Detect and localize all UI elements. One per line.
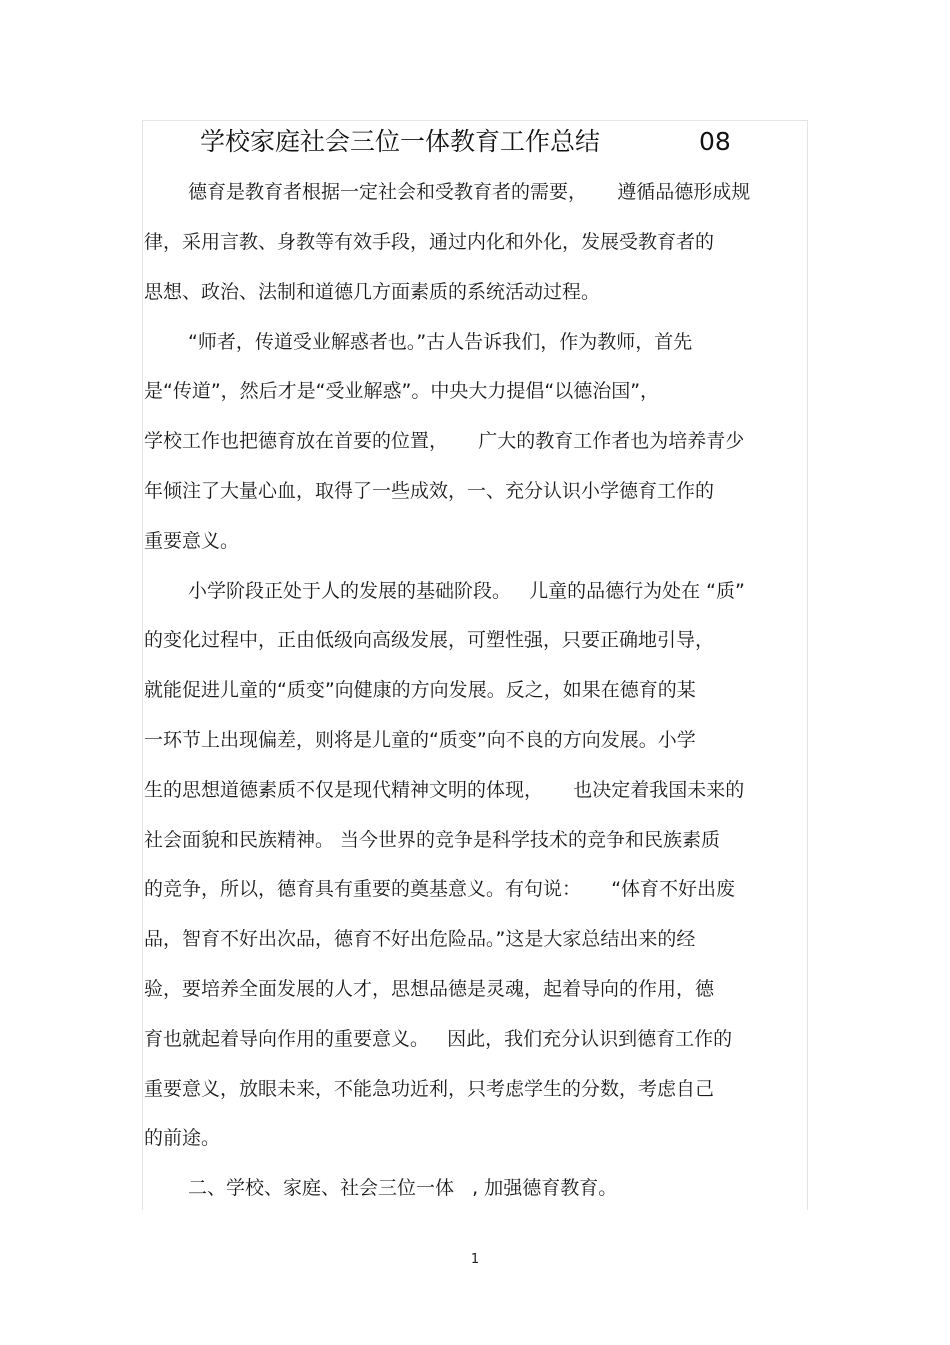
page-frame-top [142,120,808,121]
text-line: 品，智育不好出次品，德育不好出危险品。”这是大家总结出来的经 [144,928,696,950]
text-line: 重要意义。 [144,530,240,552]
text-line: 的变化过程中，正由低级向高级发展，可塑性强，只要正确地引导， [144,629,715,651]
text-line: “师者，传道受业解惑者也。”古人告诉我们，作为教师，首先 [188,331,693,353]
section-heading: 二、学校、家庭、社会三位一体 , 加强德育教育。 [188,1177,618,1199]
text-line: 思想、政治、法制和道德几方面素质的系统活动过程。 [144,281,601,303]
page-number: 1 [470,1252,480,1267]
text-line: 社会面貌和民族精神。 当今世界的竞争是科学技术的竞争和民族素质 [144,829,721,851]
page-frame-left [142,120,143,1210]
text-line: 育也就起着导向作用的重要意义。 因此，我们充分认识到德育工作的 [144,1028,733,1050]
text-line: 的竞争，所以，德育具有重要的奠基意义。有句说： “体育不好出废 [144,878,736,900]
page-frame-right [807,120,808,1210]
text-line: 是“传道”，然后才是“受业解惑”。中央大力提倡“以德治国”， [144,380,660,402]
text-line: 验，要培养全面发展的人才，思想品德是灵魂，起着导向的作用，德 [144,978,715,1000]
text-line: 学校工作也把德育放在首要的位置， 广大的教育工作者也为培养青少 [144,430,745,452]
text-line: 小学阶段正处于人的发展的基础阶段。 儿童的品德行为处在 “质” [188,580,745,602]
text-line: 律，采用言教、身教等有效手段，通过内化和外化，发展受教育者的 [144,231,715,253]
text-line: 生的思想道德素质不仅是现代精神文明的体现， 也决定着我国未来的 [144,779,745,801]
text-line: 的前途。 [144,1127,221,1149]
text-line: 一环节上出现偏差，则将是儿童的“质变”向不良的方向发展。小学 [144,729,696,751]
text-line: 就能促进儿童的“质变”向健康的方向发展。反之，如果在德育的某 [144,679,696,701]
text-line: 德育是教育者根据一定社会和受教育者的需要， 遵循品德形成规 [188,181,751,203]
document-title: 学校家庭社会三位一体教育工作总结 [200,127,601,156]
text-line: 年倾注了大量心血，取得了一些成效，一、充分认识小学德育工作的 [144,480,715,502]
text-line: 重要意义，放眼未来，不能急功近利，只考虑学生的分数，考虑自己 [144,1078,715,1100]
document-title-number: 08 [699,127,731,156]
